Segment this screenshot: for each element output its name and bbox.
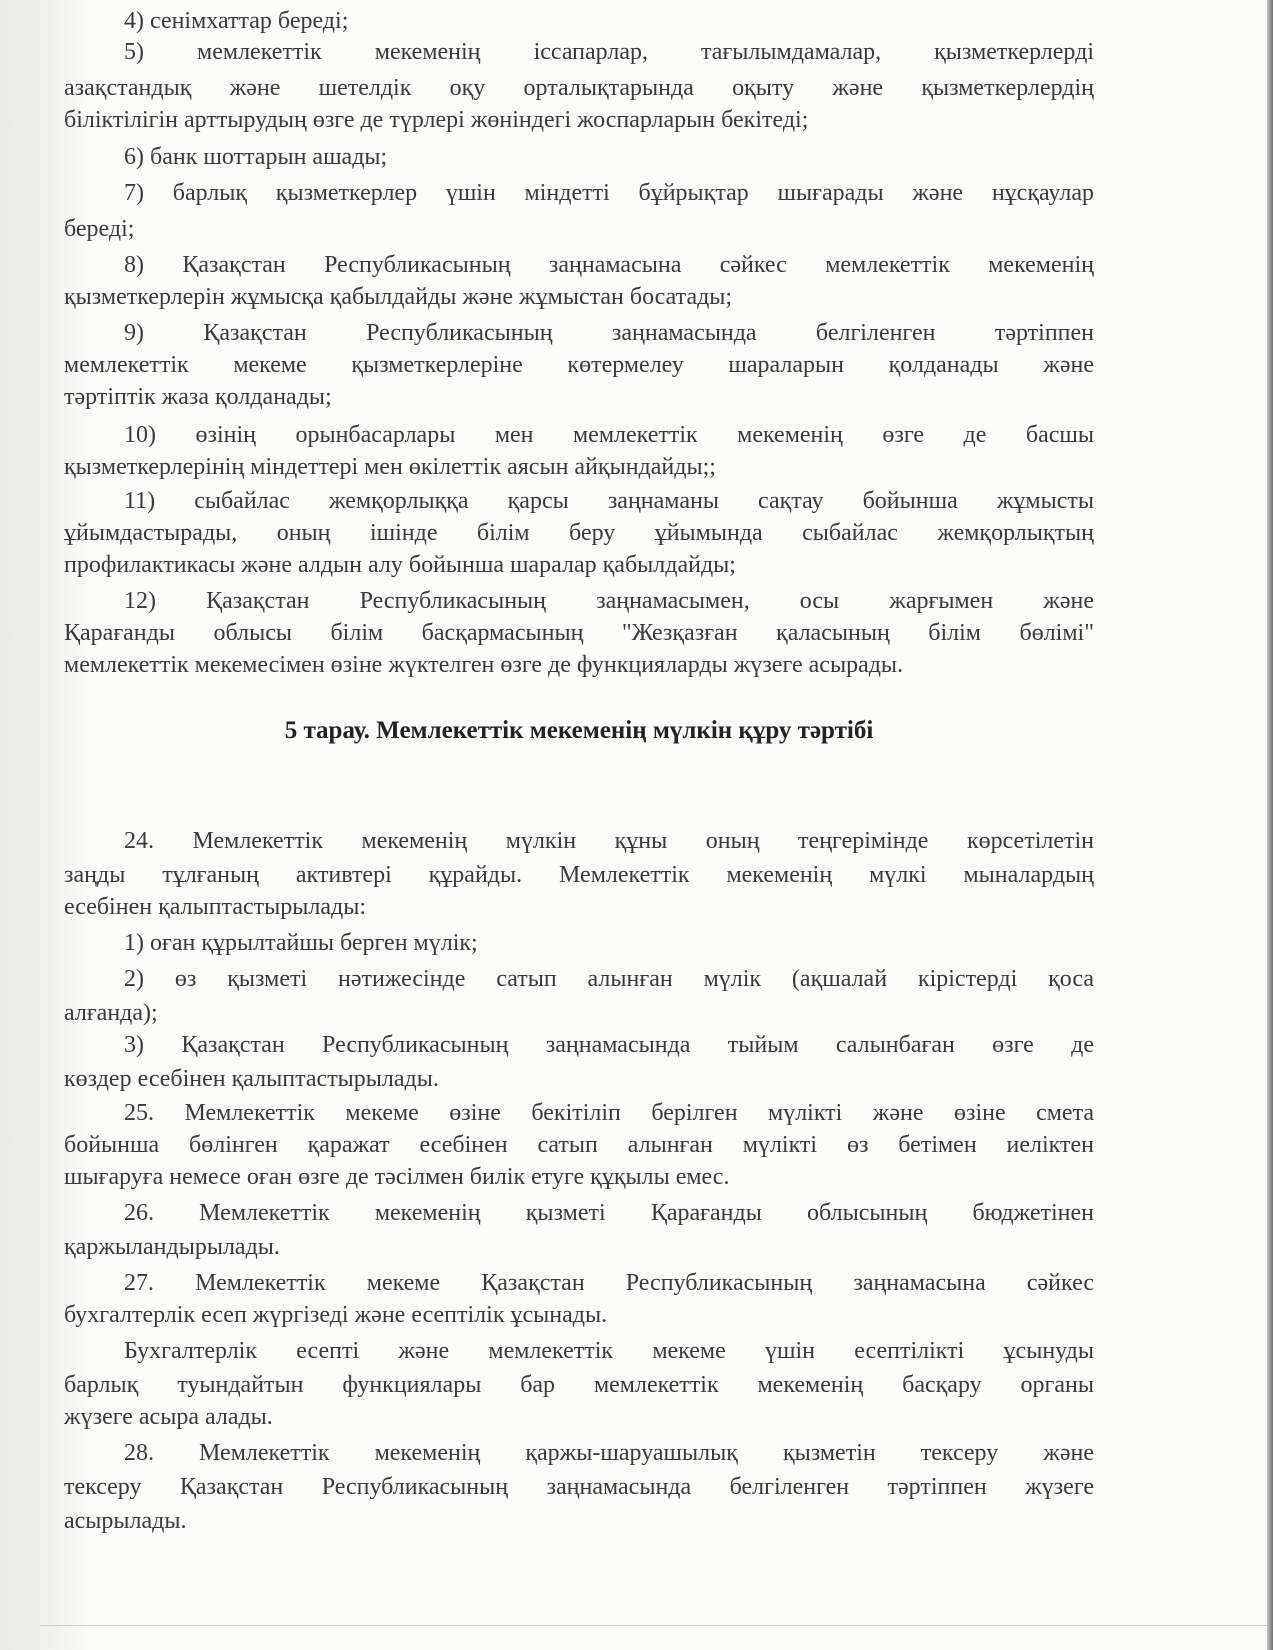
text-line: 6) банк шоттарын ашады; (124, 144, 388, 170)
text-line: қаржыландырылады. (64, 1234, 280, 1260)
text-line: Қарағанды облысы білім басқармасының "Жезқазған қаласының білім бөлімі" (64, 620, 1094, 646)
text-line: 24. Мемлекеттік мекеменің мүлкін құны оның теңгерімінде көрсетілетін (124, 828, 1094, 854)
text-line: 26. Мемлекеттік мекеменің қызметі Қарағанды облысының бюджетінен (124, 1200, 1094, 1226)
text-line: жүзеге асыра алады. (64, 1404, 273, 1430)
text-line: мемлекеттік мекемесімен өзіне жүктелген өзге де функцияларды жүзеге асырады. (64, 652, 904, 678)
text-line: 10) өзінің орынбасарлары мен мемлекеттік мекеменің өзге де басшы (124, 422, 1094, 448)
text-line: шығаруға немесе оған өзге де тәсілмен билік етуге құқылы емес. (64, 1164, 730, 1190)
scan-bottom-edge (40, 1625, 1267, 1626)
text-line: бойынша бөлінген қаражат есебінен сатып алынған мүлікті өз бетімен иеліктен (64, 1132, 1094, 1158)
scan-right-edge (1267, 0, 1273, 1650)
text-line: 12) Қазақстан Республикасының заңнамасымен, осы жарғымен және (124, 588, 1094, 614)
text-line: береді; (64, 216, 135, 242)
text-line: 2) өз қызметі нәтижесінде сатып алынған мүлік (ақшалай кірістерді қоса (124, 966, 1094, 992)
text-line: 1) оған құрылтайшы берген мүлік; (124, 930, 478, 956)
text-line: профилактикасы және алдын алу бойынша шаралар қабылдайды; (64, 552, 736, 578)
text-line: біліктілігін арттырудың өзге де түрлері жөніндегі жоспарларын бекітеді; (64, 107, 809, 133)
text-line: 8) Қазақстан Республикасының заңнамасына сәйкес мемлекеттік мекеменің (124, 252, 1094, 278)
text-line: 4) сенімхаттар береді; (124, 8, 349, 34)
text-line: 25. Мемлекеттік мекеме өзіне бекітіліп берілген мүлікті және өзіне смета (124, 1100, 1094, 1126)
text-line: Бухгалтерлік есепті және мемлекеттік мекеме үшін есептілікті ұсынуды (124, 1338, 1094, 1364)
text-line: азақстандық және шетелдік оқу орталықтарында оқыту және қызметкерлердің (64, 75, 1094, 101)
text-line: тәртіптік жаза қолданады; (64, 384, 332, 410)
text-line: ұйымдастырады, оның ішінде білім беру ұйымында сыбайлас жемқорлықтың (64, 520, 1094, 546)
text-line: көздер есебінен қалыптастырылады. (64, 1066, 439, 1092)
text-line: 5) мемлекеттік мекеменің іссапарлар, тағылымдамалар, қызметкерлерді (124, 39, 1094, 65)
text-line: асырылады. (64, 1508, 187, 1534)
text-line: 28. Мемлекеттік мекеменің қаржы-шаруашылық қызметін тексеру және (124, 1440, 1094, 1466)
text-line: алғанда); (64, 1000, 158, 1026)
text-line: барлық туындайтын функциялары бар мемлекеттік мекеменің басқару органы (64, 1372, 1094, 1398)
text-line: 7) барлық қызметкерлер үшін міндетті бұйрықтар шығарады және нұсқаулар (124, 180, 1094, 206)
chapter-heading: 5 тарау. Мемлекеттік мекеменің мүлкін құру тәртібі (284, 717, 874, 744)
text-line: 11) сыбайлас жемқорлыққа қарсы заңнаманы сақтау бойынша жұмысты (124, 488, 1094, 514)
text-line: 9) Қазақстан Республикасының заңнамасында белгіленген тәртіппен (124, 320, 1094, 346)
text-line: бухгалтерлік есеп жүргізеді және есептілік ұсынады. (64, 1302, 608, 1328)
text-line: есебінен қалыптастырылады: (64, 894, 366, 920)
text-line: 27. Мемлекеттік мекеме Қазақстан Республикасының заңнамасына сәйкес (124, 1270, 1094, 1296)
text-line: заңды тұлғаның активтері құрайды. Мемлекеттік мекеменің мүлкі мыналардың (64, 862, 1094, 888)
text-line: 3) Қазақстан Республикасының заңнамасында тыйым салынбаған өзге де (124, 1032, 1094, 1058)
text-line: тексеру Қазақстан Республикасының заңнамасында белгіленген тәртіппен жүзеге (64, 1474, 1094, 1500)
text-line: қызметкерлерінің міндеттері мен өкілеттік аясын айқындайды;; (64, 454, 716, 480)
text-line: қызметкерлерін жұмысқа қабылдайды және жұмыстан босатады; (64, 284, 733, 310)
text-line: мемлекеттік мекеме қызметкерлеріне көтермелеу шараларын қолданады және (64, 352, 1094, 378)
